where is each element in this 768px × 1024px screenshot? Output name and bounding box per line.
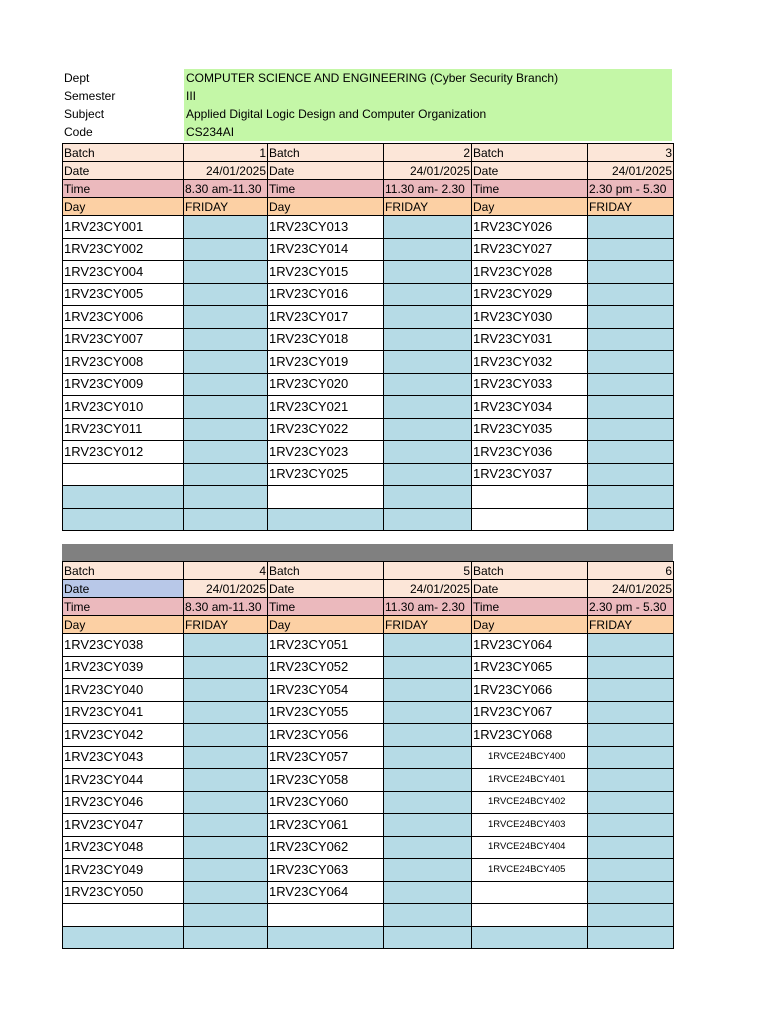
mark-cell[interactable]	[184, 881, 268, 904]
day-label: Day	[472, 616, 588, 634]
student-row	[63, 769, 674, 792]
mark-cell[interactable]	[384, 746, 472, 769]
mark-cell[interactable]	[588, 701, 674, 724]
mark-cell[interactable]	[588, 724, 674, 747]
usn-cell: 1RV23CY042	[63, 724, 184, 747]
student-row	[63, 679, 674, 702]
date-value: 24/01/2025	[588, 580, 674, 598]
mark-cell[interactable]	[384, 283, 472, 306]
batch-table-1	[62, 143, 674, 531]
mark-cell[interactable]	[588, 283, 674, 306]
date-label: Date	[63, 162, 184, 180]
usn-cell: 1RVCE24BCY403	[472, 814, 588, 837]
student-row	[63, 836, 674, 859]
mark-cell[interactable]	[588, 769, 674, 792]
mark-cell[interactable]	[184, 814, 268, 837]
empty-row	[63, 508, 674, 531]
empty-cell[interactable]	[63, 486, 184, 509]
usn-cell: 1RV23CY013	[268, 216, 384, 239]
mark-cell[interactable]	[184, 746, 268, 769]
mark-cell[interactable]	[588, 373, 674, 396]
usn-cell: 1RV23CY035	[472, 418, 588, 441]
usn-cell: 1RV23CY027	[472, 238, 588, 261]
student-row	[63, 859, 674, 882]
student-row	[63, 261, 674, 284]
day-label: Day	[472, 198, 588, 216]
usn-cell: 1RV23CY029	[472, 283, 588, 306]
usn-cell: 1RV23CY062	[268, 836, 384, 859]
mark-cell[interactable]	[184, 679, 268, 702]
mark-cell[interactable]	[588, 836, 674, 859]
dept-value: COMPUTER SCIENCE AND ENGINEERING (Cyber Security Branch)	[184, 69, 672, 87]
usn-cell: 1RV23CY023	[268, 441, 384, 464]
usn-cell: 1RV23CY041	[63, 701, 184, 724]
date-row	[63, 162, 674, 180]
date-value: 24/01/2025	[184, 580, 268, 598]
mark-cell[interactable]	[384, 418, 472, 441]
day-label: Day	[63, 198, 184, 216]
mark-cell[interactable]	[384, 463, 472, 486]
usn-cell: 1RV23CY011	[63, 418, 184, 441]
mark-cell[interactable]	[384, 261, 472, 284]
usn-cell: 1RV23CY037	[472, 463, 588, 486]
usn-cell: 1RV23CY057	[268, 746, 384, 769]
day-value: FRIDAY	[184, 198, 268, 216]
empty-cell[interactable]	[184, 508, 268, 531]
day-value: FRIDAY	[384, 198, 472, 216]
mark-cell[interactable]	[384, 441, 472, 464]
mark-cell[interactable]	[588, 261, 674, 284]
time-value: 8.30 am-11.30	[184, 180, 268, 198]
date-label: Date	[268, 162, 384, 180]
mark-cell[interactable]	[184, 216, 268, 239]
usn-cell: 1RV23CY016	[268, 283, 384, 306]
mark-cell[interactable]	[184, 328, 268, 351]
block-separator	[62, 544, 673, 561]
usn-cell: 1RV23CY052	[268, 656, 384, 679]
usn-cell: 1RV23CY028	[472, 261, 588, 284]
student-row	[63, 881, 674, 904]
mark-cell[interactable]	[384, 328, 472, 351]
mark-cell[interactable]	[184, 859, 268, 882]
empty-cell[interactable]	[268, 508, 384, 531]
mark-cell[interactable]	[384, 769, 472, 792]
usn-cell: 1RV23CY063	[268, 859, 384, 882]
time-value: 2.30 pm - 5.30	[588, 180, 674, 198]
mark-cell[interactable]	[184, 634, 268, 657]
usn-cell: 1RV23CY056	[268, 724, 384, 747]
day-label: Day	[63, 616, 184, 634]
time-row	[63, 180, 674, 198]
mark-cell[interactable]	[184, 373, 268, 396]
usn-cell: 1RV23CY047	[63, 814, 184, 837]
empty-row	[63, 926, 674, 949]
day-row	[63, 616, 674, 634]
batch-table-2	[62, 561, 674, 949]
mark-cell[interactable]	[588, 746, 674, 769]
mark-cell[interactable]	[384, 238, 472, 261]
mark-cell[interactable]	[184, 463, 268, 486]
mark-cell[interactable]	[184, 769, 268, 792]
mark-cell[interactable]	[384, 656, 472, 679]
date-label: Date	[63, 580, 184, 598]
subject-label: Subject	[62, 105, 184, 123]
date-value: 24/01/2025	[184, 162, 268, 180]
mark-cell[interactable]	[588, 859, 674, 882]
day-row	[63, 198, 674, 216]
batch-label: Batch	[268, 562, 384, 580]
mark-cell[interactable]	[184, 656, 268, 679]
empty-cell[interactable]	[184, 904, 268, 927]
usn-cell: 1RV23CY007	[63, 328, 184, 351]
empty-cell[interactable]	[472, 926, 588, 949]
empty-cell[interactable]	[384, 508, 472, 531]
usn-cell: 1RV23CY018	[268, 328, 384, 351]
usn-cell: 1RVCE24BCY404	[472, 836, 588, 859]
usn-cell: 1RV23CY038	[63, 634, 184, 657]
usn-cell: 1RV23CY054	[268, 679, 384, 702]
student-row	[63, 306, 674, 329]
date-value: 24/01/2025	[588, 162, 674, 180]
usn-cell: 1RV23CY033	[472, 373, 588, 396]
mark-cell[interactable]	[588, 679, 674, 702]
empty-cell[interactable]	[268, 486, 384, 509]
empty-cell[interactable]	[588, 486, 674, 509]
student-row	[63, 701, 674, 724]
mark-cell[interactable]	[384, 216, 472, 239]
mark-cell[interactable]	[588, 881, 674, 904]
empty-cell[interactable]	[184, 486, 268, 509]
mark-cell[interactable]	[384, 791, 472, 814]
batch-number: 6	[588, 562, 674, 580]
mark-cell[interactable]	[588, 418, 674, 441]
mark-cell[interactable]	[588, 216, 674, 239]
batch-label: Batch	[472, 562, 588, 580]
subject-value: Applied Digital Logic Design and Computer Organization	[184, 105, 672, 123]
batch-number: 2	[384, 144, 472, 162]
code-label: Code	[62, 123, 184, 141]
date-value: 24/01/2025	[384, 580, 472, 598]
mark-cell[interactable]	[588, 634, 674, 657]
mark-cell[interactable]	[384, 679, 472, 702]
mark-cell[interactable]	[588, 791, 674, 814]
student-row	[63, 283, 674, 306]
time-label: Time	[63, 180, 184, 198]
empty-cell[interactable]	[63, 508, 184, 531]
mark-cell[interactable]	[384, 881, 472, 904]
semester-value: III	[184, 87, 672, 105]
mark-cell[interactable]	[184, 701, 268, 724]
day-value: FRIDAY	[588, 198, 674, 216]
date-label: Date	[268, 580, 384, 598]
usn-cell: 1RV23CY002	[63, 238, 184, 261]
day-label: Day	[268, 616, 384, 634]
usn-cell: 1RV23CY044	[63, 769, 184, 792]
date-row	[63, 580, 674, 598]
student-row	[63, 238, 674, 261]
usn-cell: 1RV23CY008	[63, 351, 184, 374]
mark-cell[interactable]	[588, 656, 674, 679]
usn-cell: 1RV23CY012	[63, 441, 184, 464]
usn-cell: 1RV23CY026	[472, 216, 588, 239]
time-value: 2.30 pm - 5.30	[588, 598, 674, 616]
batch-label: Batch	[63, 562, 184, 580]
day-value: FRIDAY	[184, 616, 268, 634]
day-value: FRIDAY	[588, 616, 674, 634]
mark-cell[interactable]	[384, 373, 472, 396]
empty-cell[interactable]	[268, 926, 384, 949]
batch-number: 5	[384, 562, 472, 580]
usn-cell: 1RV23CY048	[63, 836, 184, 859]
mark-cell[interactable]	[588, 306, 674, 329]
student-row	[63, 328, 674, 351]
mark-cell[interactable]	[184, 261, 268, 284]
usn-cell: 1RV23CY064	[268, 881, 384, 904]
usn-cell	[472, 881, 588, 904]
usn-cell: 1RV23CY050	[63, 881, 184, 904]
code-value: CS234AI	[184, 123, 672, 141]
mark-cell[interactable]	[184, 418, 268, 441]
usn-cell: 1RV23CY017	[268, 306, 384, 329]
usn-cell: 1RV23CY067	[472, 701, 588, 724]
mark-cell[interactable]	[384, 351, 472, 374]
usn-cell: 1RV23CY060	[268, 791, 384, 814]
usn-cell	[63, 463, 184, 486]
student-row	[63, 791, 674, 814]
mark-cell[interactable]	[184, 396, 268, 419]
mark-cell[interactable]	[384, 724, 472, 747]
batch-number: 3	[588, 144, 674, 162]
student-row	[63, 441, 674, 464]
batch-label: Batch	[268, 144, 384, 162]
student-row	[63, 634, 674, 657]
time-label: Time	[472, 598, 588, 616]
usn-cell: 1RV23CY001	[63, 216, 184, 239]
date-label: Date	[472, 580, 588, 598]
usn-cell: 1RV23CY010	[63, 396, 184, 419]
student-row	[63, 656, 674, 679]
time-label: Time	[268, 598, 384, 616]
usn-cell: 1RV23CY015	[268, 261, 384, 284]
student-row	[63, 216, 674, 239]
empty-cell[interactable]	[588, 926, 674, 949]
student-row	[63, 418, 674, 441]
mark-cell[interactable]	[588, 328, 674, 351]
empty-cell[interactable]	[63, 926, 184, 949]
student-row	[63, 373, 674, 396]
mark-cell[interactable]	[588, 441, 674, 464]
mark-cell[interactable]	[588, 238, 674, 261]
usn-cell: 1RV23CY039	[63, 656, 184, 679]
usn-cell: 1RV23CY066	[472, 679, 588, 702]
mark-cell[interactable]	[588, 814, 674, 837]
student-row	[63, 396, 674, 419]
empty-cell[interactable]	[472, 904, 588, 927]
info-block	[62, 69, 672, 141]
empty-cell[interactable]	[384, 926, 472, 949]
student-row	[63, 463, 674, 486]
empty-cell[interactable]	[184, 926, 268, 949]
day-label: Day	[268, 198, 384, 216]
usn-cell: 1RV23CY036	[472, 441, 588, 464]
usn-cell: 1RV23CY030	[472, 306, 588, 329]
usn-cell: 1RV23CY032	[472, 351, 588, 374]
usn-cell: 1RVCE24BCY400	[472, 746, 588, 769]
usn-cell: 1RVCE24BCY402	[472, 791, 588, 814]
empty-row	[63, 486, 674, 509]
usn-cell: 1RV23CY055	[268, 701, 384, 724]
time-row	[63, 598, 674, 616]
mark-cell[interactable]	[384, 306, 472, 329]
student-row	[63, 746, 674, 769]
usn-cell: 1RV23CY005	[63, 283, 184, 306]
usn-cell: 1RV23CY040	[63, 679, 184, 702]
mark-cell[interactable]	[184, 791, 268, 814]
mark-cell[interactable]	[588, 396, 674, 419]
mark-cell[interactable]	[184, 836, 268, 859]
usn-cell: 1RV23CY064	[472, 634, 588, 657]
usn-cell: 1RV23CY025	[268, 463, 384, 486]
mark-cell[interactable]	[184, 306, 268, 329]
usn-cell: 1RV23CY014	[268, 238, 384, 261]
usn-cell: 1RV23CY009	[63, 373, 184, 396]
batch-number: 4	[184, 562, 268, 580]
time-label: Time	[472, 180, 588, 198]
empty-cell[interactable]	[384, 486, 472, 509]
mark-cell[interactable]	[384, 859, 472, 882]
empty-cell[interactable]	[588, 508, 674, 531]
usn-cell: 1RV23CY019	[268, 351, 384, 374]
empty-cell[interactable]	[63, 904, 184, 927]
semester-label: Semester	[62, 87, 184, 105]
empty-cell[interactable]	[268, 904, 384, 927]
usn-cell: 1RVCE24BCY401	[472, 769, 588, 792]
usn-cell: 1RV23CY022	[268, 418, 384, 441]
day-value: FRIDAY	[384, 616, 472, 634]
time-label: Time	[63, 598, 184, 616]
empty-cell[interactable]	[472, 508, 588, 531]
usn-cell: 1RV23CY058	[268, 769, 384, 792]
mark-cell[interactable]	[384, 701, 472, 724]
mark-cell[interactable]	[384, 814, 472, 837]
mark-cell[interactable]	[184, 238, 268, 261]
student-row	[63, 351, 674, 374]
batch-number: 1	[184, 144, 268, 162]
usn-cell: 1RV23CY034	[472, 396, 588, 419]
usn-cell: 1RV23CY020	[268, 373, 384, 396]
usn-cell: 1RVCE24BCY405	[472, 859, 588, 882]
usn-cell: 1RV23CY049	[63, 859, 184, 882]
date-value: 24/01/2025	[384, 162, 472, 180]
empty-row	[63, 904, 674, 927]
mark-cell[interactable]	[384, 836, 472, 859]
usn-cell: 1RV23CY004	[63, 261, 184, 284]
mark-cell[interactable]	[588, 351, 674, 374]
dept-label: Dept	[62, 69, 184, 87]
mark-cell[interactable]	[384, 634, 472, 657]
time-label: Time	[268, 180, 384, 198]
usn-cell: 1RV23CY021	[268, 396, 384, 419]
time-value: 8.30 am-11.30	[184, 598, 268, 616]
usn-cell: 1RV23CY031	[472, 328, 588, 351]
mark-cell[interactable]	[184, 351, 268, 374]
time-value: 11.30 am- 2.30	[384, 598, 472, 616]
batch-label: Batch	[63, 144, 184, 162]
mark-cell[interactable]	[184, 283, 268, 306]
usn-cell: 1RV23CY061	[268, 814, 384, 837]
mark-cell[interactable]	[384, 396, 472, 419]
student-row	[63, 814, 674, 837]
usn-cell: 1RV23CY051	[268, 634, 384, 657]
empty-cell[interactable]	[384, 904, 472, 927]
batch-label: Batch	[472, 144, 588, 162]
mark-cell[interactable]	[184, 724, 268, 747]
usn-cell: 1RV23CY006	[63, 306, 184, 329]
batch-row	[63, 144, 674, 162]
batch-row	[63, 562, 674, 580]
date-label: Date	[472, 162, 588, 180]
student-row	[63, 724, 674, 747]
empty-cell[interactable]	[588, 904, 674, 927]
empty-cell[interactable]	[472, 486, 588, 509]
usn-cell: 1RV23CY043	[63, 746, 184, 769]
usn-cell: 1RV23CY068	[472, 724, 588, 747]
mark-cell[interactable]	[588, 463, 674, 486]
mark-cell[interactable]	[184, 441, 268, 464]
usn-cell: 1RV23CY046	[63, 791, 184, 814]
usn-cell: 1RV23CY065	[472, 656, 588, 679]
time-value: 11.30 am- 2.30	[384, 180, 472, 198]
